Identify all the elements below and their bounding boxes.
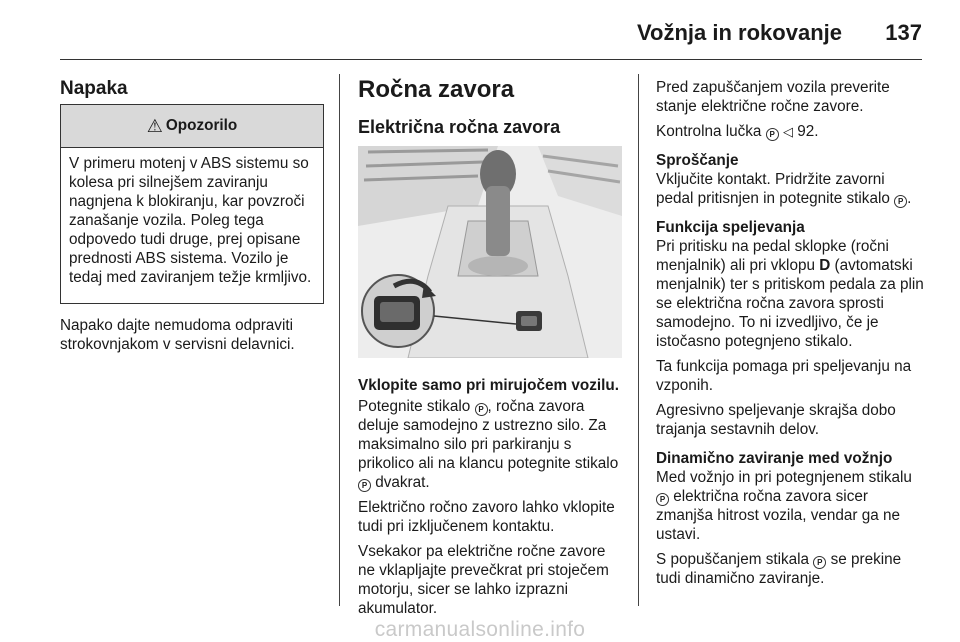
battery-warning-paragraph: Vsekakor pa električne ročne zavore ne vklapljajte prevečkrat pri stoječem motorju, sicer se lahko izprazni akumulator. <box>358 543 609 617</box>
dynamic-braking-heading: Dinamično zaviranje med vožnjo <box>656 450 893 467</box>
aggressive-start-paragraph: Agresivno speljevanje skrajša dobo trajanja sestavnih delov. <box>656 402 896 438</box>
warning-title: Opozorilo <box>165 117 238 134</box>
console-illustration <box>358 146 622 358</box>
page-number: 137 <box>885 20 922 45</box>
release-paragraph: Vključite kontakt. Pridržite zavorni pedal pritisnjen in potegnite stikalo P . <box>656 171 912 207</box>
warning-box <box>60 104 324 304</box>
parking-brake-icon: P <box>358 479 371 492</box>
bold-instruction: Vklopite samo pri mirujočem vozilu. <box>358 377 619 394</box>
start-function-heading: Funkcija speljevanja <box>656 219 805 236</box>
middle-text <box>358 376 626 624</box>
error-paragraph: Napako dajte nemudoma odpraviti strokovnjakom v servisni delavnici. <box>60 317 295 353</box>
parking-brake-icon: P <box>894 195 907 208</box>
ignition-off-paragraph: Električno ročno zavoro lahko vklopite tudi pri izključenem kontaktu. <box>358 499 615 535</box>
slope-paragraph: Ta funkcija pomaga pri speljevanju na vzponih. <box>656 358 912 394</box>
left-paragraph <box>60 316 330 360</box>
parking-brake-icon: P <box>813 556 826 569</box>
reference-arrow-icon: ◁ <box>782 124 793 139</box>
section-heading-rocna-zavora: Ročna zavora <box>358 76 515 103</box>
right-text <box>656 78 924 594</box>
parking-brake-icon: P <box>766 128 779 141</box>
warning-icon: ⚠ <box>146 115 163 136</box>
start-function-paragraph: Pri pritisku na pedal sklopke (ročni menjalnik) ali pri vklopu D (avtomatski menjalnik) ter s pritiskom pedala za plin se električna ročna zavora sprosti samodejno. To ni izvedljivo, če je istočasno potegnjeno stikalo. <box>656 238 924 350</box>
pull-switch-paragraph: Potegnite stikalo P , ročna zavora deluje samodejno z ustrezno silo. Za maksimalno silo pri parkiranju s prikolico ali na klancu potegnite stikalo P dvakrat. <box>358 398 619 491</box>
release-dynamic-paragraph: S popuščanjem stikala P se prekine tudi dinamično zaviranje. <box>656 551 902 587</box>
warning-header <box>61 105 323 148</box>
check-status-paragraph: Pred zapuščanjem vozila preverite stanje električne ročne zavore. <box>656 79 890 115</box>
parking-brake-icon: P <box>475 403 488 416</box>
column-divider <box>638 74 639 606</box>
header-title: Vožnja in rokovanje <box>637 20 842 45</box>
warning-text: V primeru motenj v ABS sistemu so kolesa pri silnejšem zaviranju nagnjena k blokiranju, kar povzroči zanašanje vozila. Poleg tega odpovedo tudi druge, prej opisane prednosti ABS sistema. Vozilo je tedaj med zaviranjem težje krmljivo. <box>69 155 312 286</box>
parking-brake-icon: P <box>656 493 669 506</box>
subheading-elektricna: Električna ročna zavora <box>358 117 561 137</box>
release-heading: Sproščanje <box>656 152 739 169</box>
page-header <box>60 14 922 60</box>
dynamic-braking-paragraph: Med vožnjo in pri potegnjenem stikalu P električna ročna zavora sicer zmanjša hitrost vozila, vendar ga ne ustavi. <box>656 469 912 543</box>
section-heading-napaka: Napaka <box>60 78 128 99</box>
parking-brake-photo <box>358 146 622 358</box>
watermark: carmanualsonline.info <box>374 618 586 641</box>
control-lamp-paragraph: Kontrolna lučka P ◁ 92. <box>656 123 819 140</box>
column-divider <box>339 74 340 606</box>
